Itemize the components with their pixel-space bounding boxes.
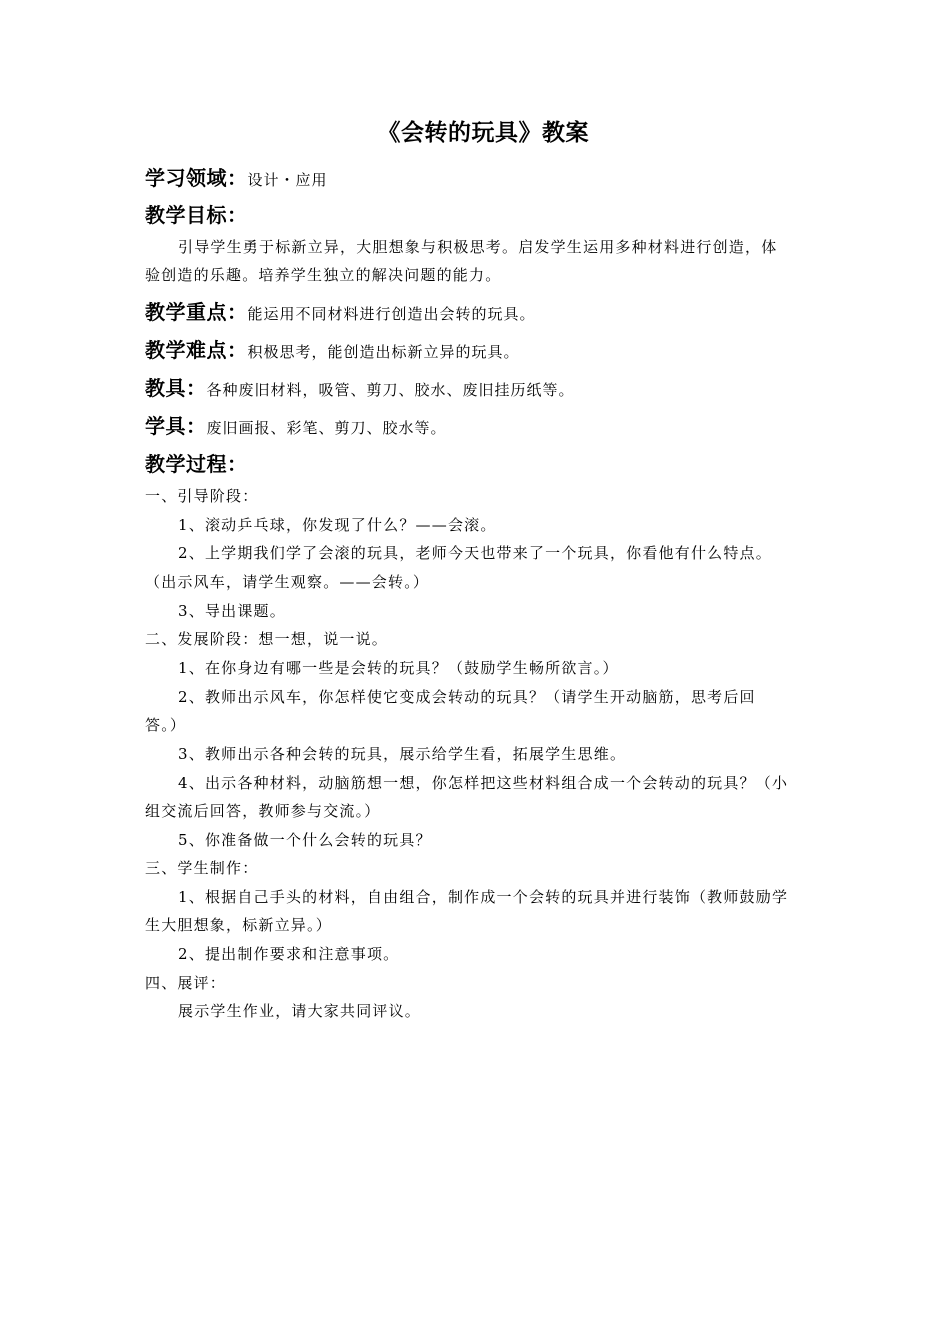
process-section-3: 三、学生制作：: [145, 859, 259, 877]
process-section-4: 四、展评：: [145, 974, 227, 992]
process-item-4-1: 展示学生作业，请大家共同评议。: [178, 1002, 422, 1020]
process-section-2: 二、发展阶段：想一想，说一说。: [145, 630, 389, 648]
process-item-2-5: 5、你准备做一个什么会转的玩具？: [178, 831, 432, 849]
teaching-process-heading-row: [145, 448, 248, 477]
teacher-tools-label: 教具：: [145, 376, 207, 400]
process-item-2-2-line-2: 答。）: [145, 716, 187, 734]
learning-domain-label: 学习领域：: [145, 166, 248, 190]
teaching-difficulty-row: [145, 334, 520, 363]
process-item-1-1: 1、滚动乒乓球，你发现了什么？——会滚。: [178, 516, 497, 534]
process-item-2-3: 3、教师出示各种会转的玩具，展示给学生看，拓展学生思维。: [178, 745, 627, 763]
teaching-difficulty-label: 教学难点：: [145, 338, 248, 362]
teacher-tools-row: [145, 372, 575, 401]
teaching-key-value: 能运用不同材料进行创造出会转的玩具。: [247, 305, 536, 323]
teaching-difficulty-value: 积极思考，能创造出标新立异的玩具。: [247, 343, 520, 361]
teaching-goal-line-1: 引导学生勇于标新立异，大胆想象与积极思考。启发学生运用多种材料进行创造，体: [178, 238, 778, 256]
document-title-wrap: [0, 114, 733, 147]
process-item-1-2-line-1: 2、上学期我们学了会滚的玩具，老师今天也带来了一个玩具，你看他有什么特点。: [178, 544, 772, 562]
teaching-goal-label: 教学目标：: [145, 203, 248, 227]
student-tools-label: 学具：: [145, 414, 207, 438]
document-title: 《会转的玩具》教案: [377, 120, 589, 146]
process-item-2-2-line-1: 2、教师出示风车，你怎样使它变成会转动的玩具？（请学生开动脑筋，思考后回: [178, 688, 756, 706]
learning-domain-row: [145, 162, 328, 191]
teacher-tools-value: 各种废旧材料，吸管、剪刀、胶水、废旧挂历纸等。: [206, 381, 575, 399]
process-item-3-2: 2、提出制作要求和注意事项。: [178, 945, 400, 963]
student-tools-value: 废旧画报、彩笔、剪刀、胶水等。: [206, 419, 447, 437]
teaching-key-label: 教学重点：: [145, 300, 248, 324]
teaching-key-row: [145, 296, 536, 325]
learning-domain-value: 设计・应用: [247, 171, 328, 189]
process-item-2-1: 1、在你身边有哪一些是会转的玩具？（鼓励学生畅所欲言。）: [178, 659, 619, 677]
teaching-goal-line-2: 验创造的乐趣。培养学生独立的解决问题的能力。: [145, 266, 502, 284]
teaching-process-label: 教学过程：: [145, 452, 248, 476]
process-item-3-1-line-1: 1、根据自己手头的材料，自由组合，制作成一个会转的玩具并进行装饰（教师鼓励学: [178, 888, 789, 906]
process-item-1-3: 3、导出课题。: [178, 602, 286, 620]
process-item-3-1-line-2: 生大胆想象，标新立异。）: [145, 916, 332, 934]
process-section-1: 一、引导阶段：: [145, 487, 259, 505]
process-item-2-4-line-2: 组交流后回答，教师参与交流。）: [145, 802, 381, 820]
teaching-goal-heading-row: [145, 199, 248, 228]
student-tools-row: [145, 410, 447, 439]
process-item-1-2-line-2: （出示风车，请学生观察。——会转。）: [145, 573, 430, 591]
process-item-2-4-line-1: 4、出示各种材料，动脑筋想一想，你怎样把这些材料组合成一个会转动的玩具？（小: [178, 774, 789, 792]
